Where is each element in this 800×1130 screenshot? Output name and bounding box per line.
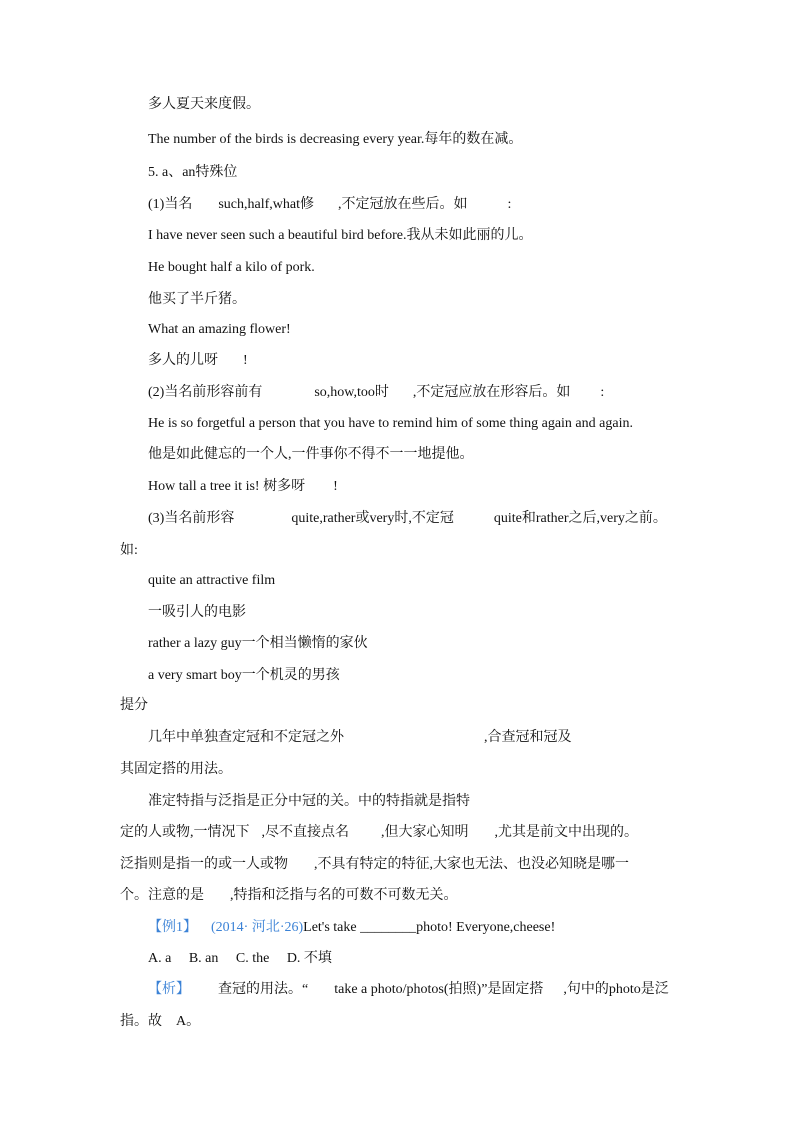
analysis-line [148, 980, 669, 1000]
text-run: (1)当名 [148, 197, 193, 212]
text-run: : [600, 385, 605, 400]
example-text: Let's take ________photo! Everyone,cheese! [303, 920, 556, 935]
paragraph-line: 准定特指与泛指是正分中冠的关。中的特指就是指特 [148, 794, 470, 809]
paragraph-line [148, 728, 572, 748]
text-line: 如: [120, 543, 138, 558]
text-run: : [507, 197, 512, 212]
text-run: quite和rather之后,very之前。 [493, 511, 667, 526]
example-line [148, 477, 338, 497]
analysis-line [120, 1012, 200, 1032]
example-line: I have never seen such a beautiful bird before.我从未如此丽的儿。 [148, 228, 533, 243]
text-run: 个。注意的是 [120, 888, 204, 903]
paragraph-line [120, 823, 638, 843]
paragraph-line [120, 855, 629, 875]
text-line: 多人夏天来度假。 [148, 97, 260, 112]
example-line: rather a lazy guy一个相当懒惰的家伙 [148, 636, 368, 651]
text-run: ,尤其是前文中出现的。 [494, 825, 638, 840]
text-run: ,合查冠和冠及 [484, 730, 572, 745]
text-run: 几年中单独查定冠和不定冠之外 [148, 730, 344, 745]
text-run: so,how,too时 [314, 385, 389, 400]
rule-line [148, 195, 511, 215]
text-run: ! [243, 353, 248, 368]
text-run: ,不具有特定的特征,大家也无法、也没必知晓是哪一 [314, 857, 629, 872]
example-line: 一吸引人的电影 [148, 605, 246, 620]
section-heading: 提分 [120, 698, 148, 713]
text-run: such,half,what修 [218, 197, 314, 212]
text-line: The number of the birds is decreasing every year.每年的数在减。 [148, 132, 523, 147]
paragraph-line: 其固定搭的用法。 [120, 762, 232, 777]
rule-line [148, 509, 667, 529]
text-run: take a photo/photos(拍照)”是固定搭 [334, 982, 544, 997]
text-run: 多人的儿呀 [148, 353, 218, 368]
text-run: ,尽不直接点名 [261, 825, 349, 840]
text-run: ,特指和泛指与名的可数不可数无关。 [230, 888, 458, 903]
example-line: He bought half a kilo of pork. [148, 260, 315, 275]
paragraph-line [120, 886, 458, 906]
text-run: 查冠的用法。“ [218, 982, 309, 997]
example-line [148, 351, 248, 371]
example-question [148, 918, 555, 938]
text-run: A。 [176, 1014, 201, 1029]
text-run: 泛指则是指一的或一人或物 [120, 857, 288, 872]
text-run: (2)当名前形容前有 [148, 385, 263, 400]
text-run: 定的人或物,一情况下 [120, 825, 250, 840]
text-run: 指。故 [120, 1014, 162, 1029]
text-run: (3)当名前形容 [148, 511, 235, 526]
example-line: What an amazing flower! [148, 322, 291, 337]
text-run: quite,rather或very时,不定冠 [291, 511, 454, 526]
example-label: 【例1】 [148, 920, 197, 935]
example-line: He is so forgetful a person that you have to remind him of some thing again and again. [148, 416, 633, 431]
example-line: 他是如此健忘的一个人,一件事你不得不一一地提他。 [148, 447, 474, 462]
text-run: ,但大家心知明 [381, 825, 469, 840]
answer-options: A. a B. an C. the D. 不填 [148, 951, 332, 966]
text-run: ! [333, 479, 338, 494]
text-run: ,句中的photo是泛 [563, 982, 669, 997]
section-heading: 5. a、an特殊位 [148, 165, 238, 180]
text-run: How tall a tree it is! 树多呀 [148, 479, 306, 494]
text-run: ,不定冠应放在形容后。如 [412, 385, 571, 400]
analysis-label: 【析】 [148, 982, 190, 997]
example-line: quite an attractive film [148, 573, 276, 588]
example-line: a very smart boy一个机灵的男孩 [148, 668, 340, 683]
example-source: (2014· 河北·26) [211, 920, 304, 935]
rule-line [148, 383, 604, 403]
text-run: ,不定冠放在些后。如 [337, 197, 468, 212]
example-line: 他买了半斤猪。 [148, 292, 246, 307]
